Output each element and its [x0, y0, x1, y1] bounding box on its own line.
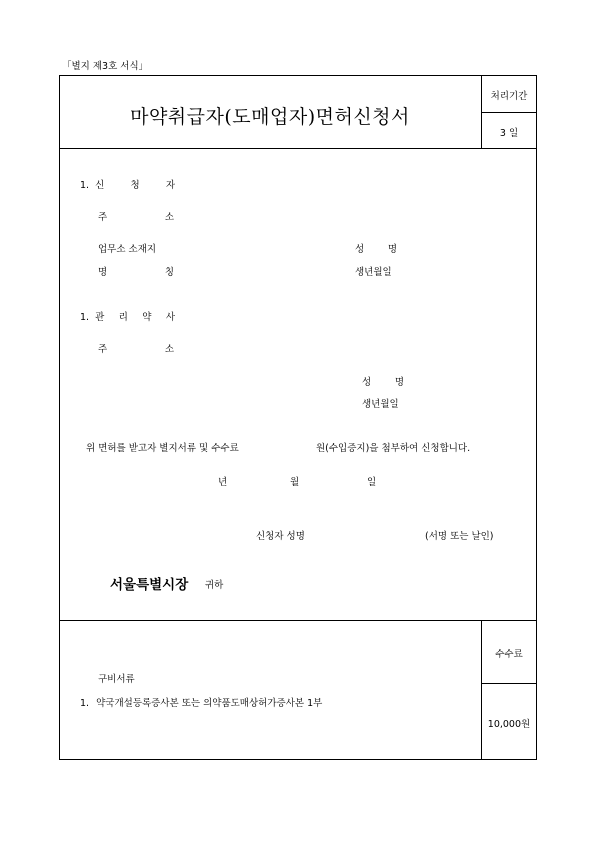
pharmacist-heading-text: 관 리 약 사: [95, 312, 176, 323]
applicant-heading: [80, 177, 175, 191]
documents-item-number: 1.: [80, 698, 90, 709]
fee-value: 10,000원: [487, 719, 531, 730]
documents-heading: 구비서류: [98, 674, 135, 685]
fee-label: 수수료: [495, 649, 523, 660]
date-year-label: 년: [218, 477, 228, 488]
date-month-label: 월: [290, 477, 300, 488]
documents-item-text: 약국개설등록증사본 또는 의약품도매상허가증사본 1부: [96, 698, 323, 709]
processing-period-value: 3 일: [499, 128, 519, 139]
footer-divider: [59, 620, 537, 621]
pharmacist-address-label: 주 소: [98, 344, 174, 355]
office-location-label: 업무소 소재지: [98, 244, 157, 255]
applicant-address-label: 주 소: [98, 212, 174, 223]
office-name-label: 명 칭: [98, 267, 174, 278]
statement-part-2: 원(수입증지)을 첨부하여 신청합니다.: [316, 443, 471, 454]
signature-label: 신청자 성명: [256, 531, 305, 542]
processing-period-label: 처리기간: [490, 91, 528, 102]
fee-divider: [481, 683, 537, 684]
statement-part-1: 위 면허를 받고자 별지서류 및 수수료: [86, 443, 239, 454]
documents-item: [80, 695, 322, 709]
applicant-heading-number: 1.: [80, 180, 90, 191]
pharmacist-heading: [80, 309, 175, 323]
pharmacist-name-label: 성 명: [362, 377, 404, 388]
applicant-name-label: 성 명: [355, 244, 397, 255]
header-divider: [59, 148, 537, 149]
processing-divider: [481, 112, 537, 113]
footer-side-divider: [481, 620, 482, 760]
signature-note: (서명 또는 날인): [425, 531, 494, 542]
form-number-label: 「별지 제3호 서식」: [62, 61, 149, 72]
pharmacist-heading-number: 1.: [80, 312, 90, 323]
date-day-label: 일: [367, 477, 377, 488]
form-title: 마약취급자(도매업자)면허신청서: [130, 106, 410, 128]
applicant-birthdate-label: 생년월일: [355, 267, 392, 278]
pharmacist-birthdate-label: 생년월일: [362, 399, 399, 410]
applicant-heading-text: 신 청 자: [95, 180, 176, 191]
recipient-suffix: 귀하: [205, 580, 224, 591]
recipient-name: 서울특별시장: [110, 577, 189, 593]
